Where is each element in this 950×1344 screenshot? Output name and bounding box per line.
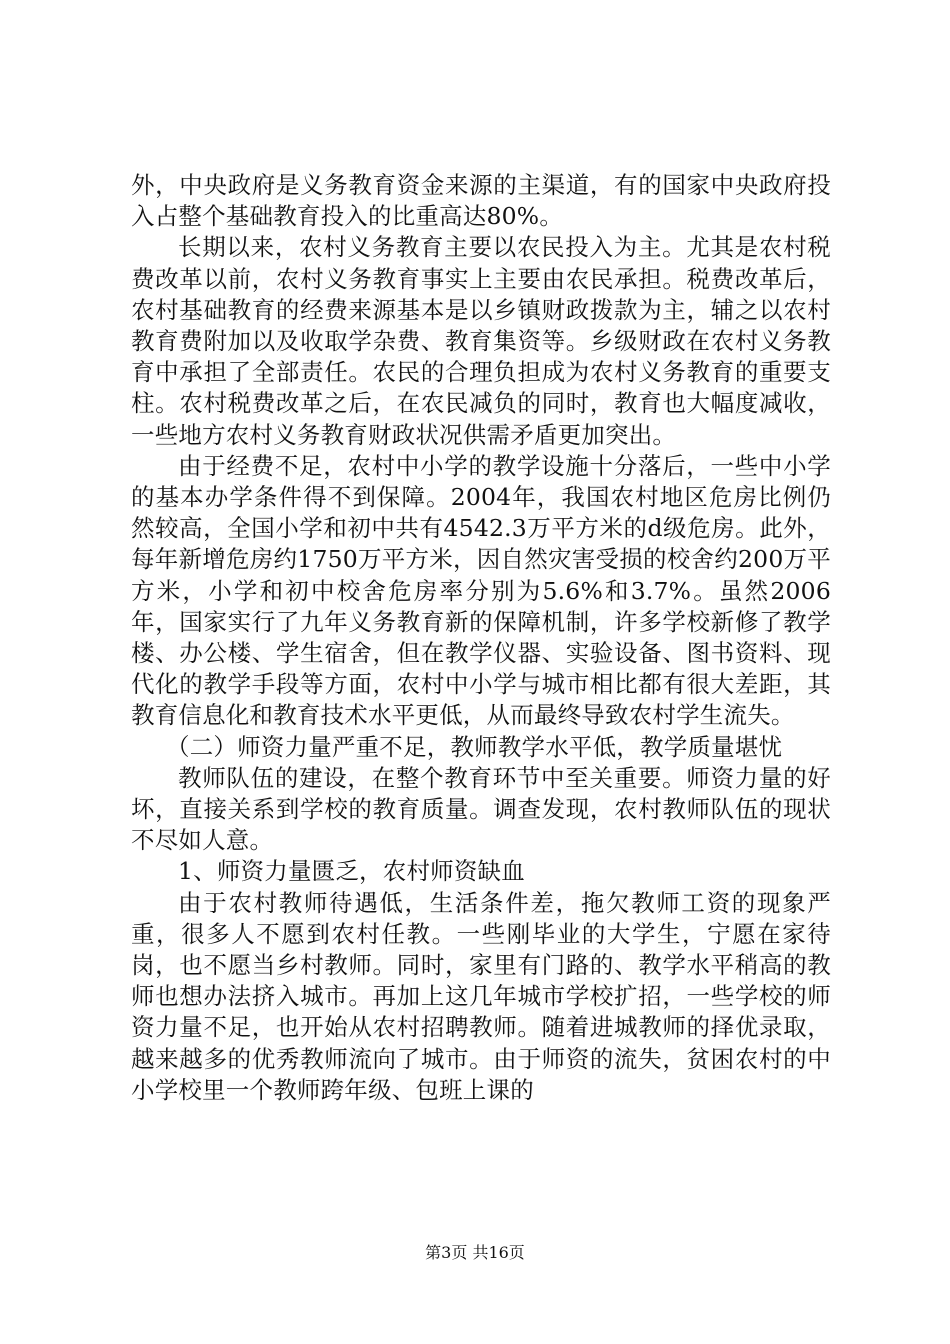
paragraph-rural-education-funding: 长期以来，农村义务教育主要以农民投入为主。尤其是农村税费改革以前，农村义务教育事实上主要由农民承担。税费改革后，农村基础教育的经费来源基本是以乡镇财政拨款为主，辅之以农村教育费附加以及收取学杂费、教育集资等。乡级财政在农村义务教育中承担了全部责任。农民的合理负担成为农村义务教育的重要支柱。农村税费改革之后，在农民减负的同时，教育也大幅度减收，一些地方农村义务教育财政状况供需矛盾更加突出。 (131, 233, 831, 449)
paragraph-teacher-loss: 由于农村教师待遇低，生活条件差，拖欠教师工资的现象严重，很多人不愿到农村任教。一些刚毕业的大学生，宁愿在家待岗，也不愿当乡村教师。同时，家里有门路的、教学水平稍高的教师也想办法挤入城市。再加上这几年城市学校扩招，一些学校的师资力量不足，也开始从农村招聘教师。随着进城教师的择优录取，越来越多的优秀教师流向了城市。由于师资的流失，贫困农村的中小学校里一个教师跨年级、包班上课的 (131, 888, 831, 1104)
subheading-teacher-shortage: 1、师资力量匮乏，农村师资缺血 (178, 857, 525, 886)
section-heading-teachers: （二）师资力量严重不足，教师教学水平低，教学质量堪忧 (166, 732, 783, 761)
paragraph-facilities: 由于经费不足，农村中小学的教学设施十分落后，一些中小学的基本办学条件得不到保障。2004年，我国农村地区危房比例仍然较高，全国小学和初中共有4542.3万平方米的d级危房。此外，每年新增危房约1750万平方米，因自然灾害受损的校舍约200万平方米，小学和初中校舍危房率分别为5.6%和3.7%。虽然2006年，国家实行了九年义务教育新的保障机制，许多学校新修了教学楼、办公楼、学生宿舍，但在教学仪器、实验设备、图书资料、现代化的教学手段等方面，农村中小学与城市相比都有很大差距，其教育信息化和教育技术水平更低，从而最终导致农村学生流失。 (131, 451, 831, 730)
page-footer: 第3页 共16页 (425, 1243, 525, 1262)
document-body (131, 170, 831, 1106)
paragraph-teacher-team: 教师队伍的建设，在整个教育环节中至关重要。师资力量的好坏，直接关系到学校的教育质量。调查发现，农村教师队伍的现状不尽如人意。 (131, 763, 831, 855)
paragraph-continuation: 外，中央政府是义务教育资金来源的主渠道，有的国家中央政府投入占整个基础教育投入的比重高达80%。 (131, 171, 831, 231)
